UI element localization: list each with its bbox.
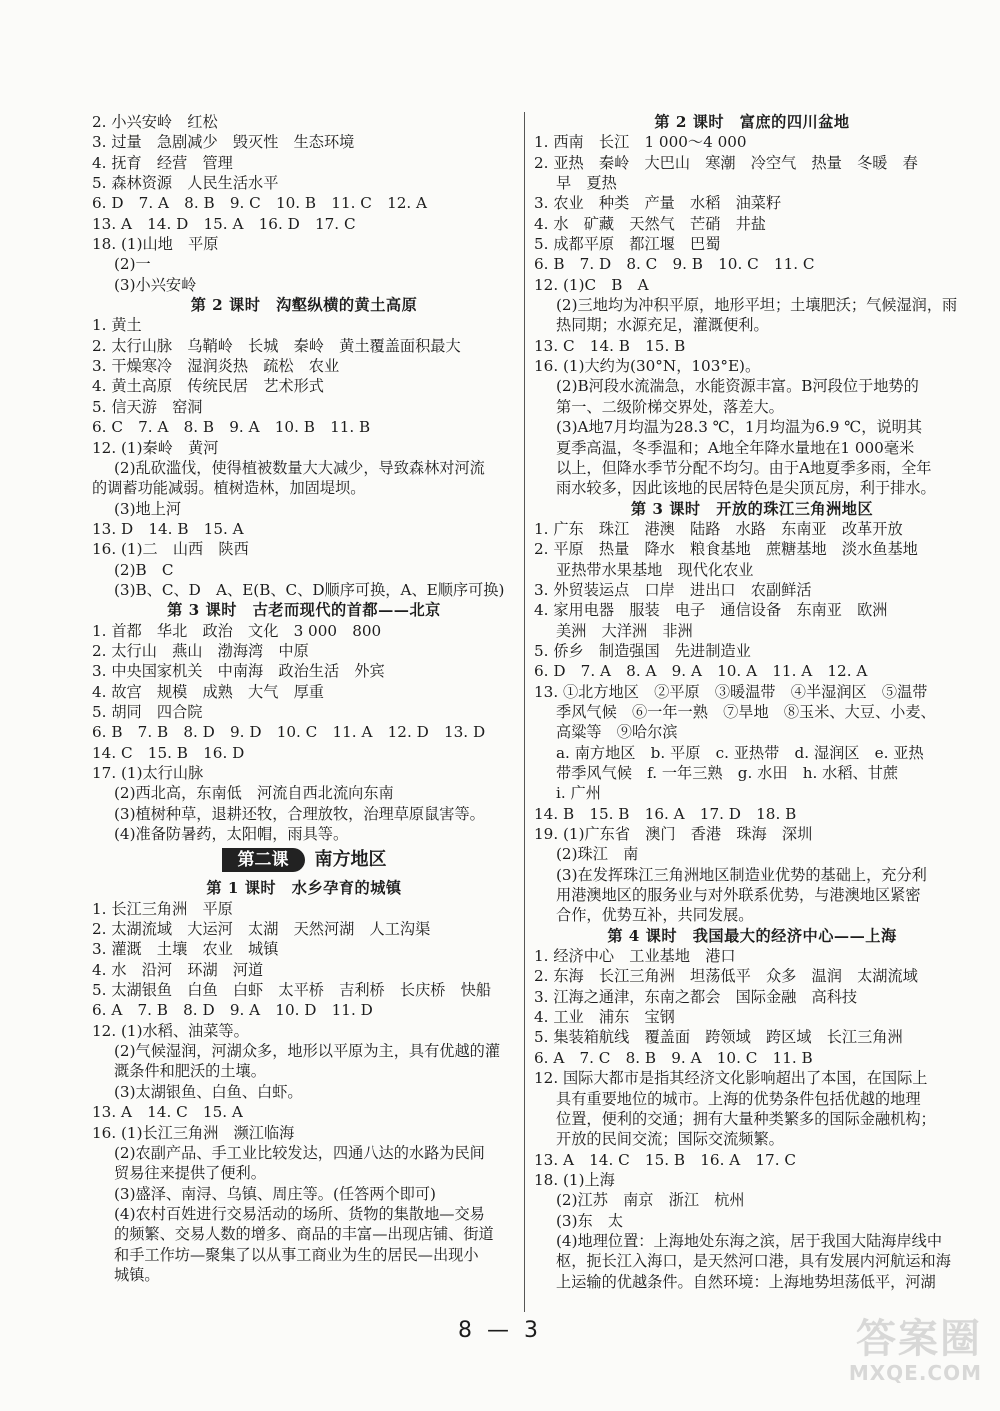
- answer-line: 美洲 大洋洲 非洲: [556, 621, 693, 640]
- answer-line: (3)东 太: [556, 1211, 624, 1230]
- unit-heading: [92, 848, 516, 878]
- answer-line: 3. 外贸装运点 口岸 进出口 农副鲜活: [534, 580, 812, 599]
- answer-line: 亚热带水果基地 现代化农业: [556, 560, 754, 579]
- answer-line: i. 广州: [556, 784, 601, 803]
- answer-line: 雨水较多，因此该地的民居特色是尖顶瓦房，利于排水。: [556, 479, 936, 498]
- answer-line: 4. 家用电器 服装 电子 通信设备 东南亚 欧洲: [534, 601, 888, 620]
- left-answer-column: [92, 112, 516, 1285]
- answer-line: 1. 广东 珠江 港澳 陆路 水路 东南亚 改革开放: [534, 519, 903, 538]
- unit-badge: 第二课: [222, 848, 305, 872]
- answer-line: 14. B 15. B 16. A 17. D 18. B: [534, 804, 797, 823]
- answer-line: 1. 黄土: [92, 316, 142, 335]
- section-heading: 第 3 课时 古老而现代的首都——北京: [167, 601, 441, 620]
- answer-line: 14. C 15. B 16. D: [92, 743, 245, 762]
- answer-line: 6. A 7. B 8. D 9. A 10. D 11. D: [92, 1001, 373, 1020]
- answer-line: (2)珠江 南: [556, 845, 639, 864]
- answer-line: 2. 平原 热量 降水 粮食基地 蔗糖基地 淡水鱼基地: [534, 540, 918, 559]
- answer-line: 上运输的优越条件。自然环境：上海地势坦荡低平，河湖: [556, 1272, 936, 1291]
- answer-line: 13. A 14. D 15. A 16. D 17. C: [92, 214, 356, 233]
- answer-line: 13. A 14. C 15. A: [92, 1103, 243, 1122]
- answer-line: 1. 西南 长江 1 000～4 000: [534, 133, 747, 152]
- answer-line: (2)三地均为冲积平原，地形平坦；土壤肥沃；气候湿润，雨: [556, 296, 958, 315]
- answer-line: 16. (1)二 山西 陕西: [92, 540, 249, 559]
- answer-line: 18. (1)山地 平原: [92, 235, 219, 254]
- answer-line: 1. 首都 华北 政治 文化 3 000 800: [92, 621, 382, 640]
- answer-line: 2. 太湖流域 大运河 太湖 天然河湖 人工沟渠: [92, 920, 431, 939]
- answer-line: 6. C 7. A 8. B 9. A 10. B 11. B: [92, 418, 371, 437]
- answer-line: 13. D 14. B 15. A: [92, 519, 244, 538]
- answer-line: 18. (1)上海: [534, 1170, 615, 1189]
- answer-line: 17. (1)太行山脉: [92, 764, 204, 782]
- answer-line: 3. 江海之通津，东南之都会 国际金融 高科技: [534, 987, 858, 1006]
- answer-line: a. 南方地区 b. 平原 c. 亚热带 d. 湿润区 e. 亚热: [556, 743, 924, 762]
- answer-line: 16. (1)长江三角洲 濒江临海: [92, 1123, 295, 1142]
- section-heading: 第 2 课时 富庶的四川盆地: [654, 113, 850, 131]
- answer-line: 5. 森林资源 人民生活水平: [92, 174, 279, 193]
- answer-line: (2)农副产品、手工业比较发达，四通八达的水路为民间: [114, 1143, 485, 1162]
- answer-line: 夏季高温，冬季温和；A地全年降水量地在1 000毫米: [556, 438, 915, 457]
- answer-line: 贸易往来提供了便利。: [114, 1164, 266, 1183]
- answer-line: (3)植树种草，退耕还牧，合理放牧，治理草原鼠害等。: [114, 804, 485, 823]
- answer-line: 高粱等 ⑨哈尔滨: [556, 723, 678, 742]
- section-heading: 第 4 课时 我国最大的经济中心——上海: [607, 926, 897, 945]
- watermark-logo: [812, 1317, 982, 1401]
- answer-line: 4. 黄土高原 传统民居 艺术形式: [92, 377, 324, 396]
- answer-line: 5. 胡同 四合院: [92, 702, 203, 721]
- answer-line: (3)A地7月均温为28.3 ℃，1月均温为6.9 ℃，说明其: [556, 418, 923, 437]
- answer-line: 4. 水 沿河 环湖 河道: [92, 960, 264, 979]
- answer-line: 4. 工业 浦东 宝钢: [534, 1008, 675, 1027]
- answer-line: (2)一: [114, 255, 151, 274]
- answer-line: 12. (1)水稻、油菜等。: [92, 1021, 249, 1040]
- answer-line: 12. (1)C B A: [534, 275, 649, 294]
- answer-line: 6. A 7. C 8. B 9. A 10. C 11. B: [534, 1048, 813, 1067]
- answer-line: 2. 亚热 秦岭 大巴山 寒潮 冷空气 热量 冬暖 春: [534, 153, 918, 172]
- watermark-text: 答案圈: [856, 1316, 982, 1362]
- answer-line: 带季风气候 f. 一年三熟 g. 水田 h. 水稻、甘蔗: [556, 764, 899, 782]
- answer-line: 1. 经济中心 工业基地 港口: [534, 947, 736, 966]
- answer-line: (2)乱砍滥伐，使得植被数量大大减少，导致森林对河流: [114, 458, 485, 477]
- answer-line: (4)地理位置：上海地处东海之滨，居于我国大陆海岸线中: [556, 1231, 943, 1250]
- answer-line: 开放的民间交流；国际交流频繁。: [556, 1130, 784, 1149]
- answer-line: 的调蓄功能减弱。植树造林，加固堤坝。: [92, 479, 366, 498]
- unit-title: 南方地区: [314, 849, 387, 871]
- answer-line: 6. B 7. B 8. D 9. D 10. C 11. A 12. D 13. D: [92, 723, 486, 742]
- answer-line: 6. D 7. A 8. A 9. A 10. A 11. A 12. A: [534, 662, 868, 681]
- answer-line: 城镇。: [114, 1265, 160, 1284]
- answer-line: 16. (1)大约为(30°N，103°E)。: [534, 357, 761, 376]
- answer-line: 3. 中央国家机关 中南海 政治生活 外宾: [92, 662, 385, 681]
- answer-line: 5. 集装箱航线 覆盖面 跨领域 跨区域 长江三角洲: [534, 1028, 903, 1047]
- answer-line: 枢，扼长江入海口，是天然河口港，具有发展内河航运和海: [556, 1252, 951, 1271]
- answer-line: 溉条件和肥沃的土壤。: [114, 1062, 266, 1081]
- watermark-url: MXQE.COM: [848, 1361, 982, 1385]
- answer-line: (3)太湖银鱼、白鱼、白虾。: [114, 1082, 303, 1101]
- answer-line: 热同期；水源充足，灌溉便利。: [556, 316, 769, 335]
- column-divider: [524, 112, 525, 1312]
- answer-line: 5. 成都平原 都江堰 巴蜀: [534, 235, 721, 254]
- answer-line: (2)西北高，东南低 河流自西北流向东南: [114, 784, 394, 803]
- answer-line: 具有重要地位的城市。上海的优势条件包括优越的地理: [556, 1089, 921, 1108]
- answer-line: 6. B 7. D 8. C 9. B 10. C 11. C: [534, 255, 815, 274]
- page-number: 8 — 3: [458, 1318, 542, 1343]
- section-heading: 第 3 课时 开放的珠江三角洲地区: [630, 499, 874, 518]
- answer-line: 用港澳地区的服务业与对外联系优势，与港澳地区紧密: [556, 886, 921, 905]
- answer-line: 和手工作坊—聚集了以从事工商业为生的居民—出现小: [114, 1245, 479, 1264]
- answer-line: (4)准备防暑药，太阳帽，雨具等。: [114, 825, 349, 844]
- answer-line: 4. 抚育 经营 管理: [92, 153, 233, 172]
- answer-line: (3)盛泽、南浔、乌镇、周庄等。(任答两个即可): [114, 1184, 436, 1203]
- answer-line: 早 夏热: [556, 174, 617, 193]
- answer-line: (3)B、C、D A、E(B、C、D顺序可换，A、E顺序可换): [114, 580, 505, 599]
- answer-line: 合作，优势互补，共同发展。: [556, 906, 754, 925]
- answer-line: 13. ①北方地区 ②平原 ③暖温带 ④半湿润区 ⑤温带: [534, 682, 928, 701]
- answer-line: (2)江苏 南京 浙江 杭州: [556, 1191, 745, 1210]
- answer-line: (3)地上河: [114, 499, 182, 518]
- answer-line: 5. 太湖银鱼 白鱼 白虾 太平桥 吉利桥 长庆桥 快船: [92, 981, 492, 1000]
- answer-line: 6. D 7. A 8. B 9. C 10. B 11. C 12. A: [92, 194, 428, 213]
- answer-line: 1. 长江三角洲 平原: [92, 899, 233, 918]
- answer-line: (3)在发挥珠江三角洲地区制造业优势的基础上，充分利: [556, 865, 927, 884]
- answer-line: 以上，但降水季节分配不均匀。由于A地夏季多雨，全年: [556, 458, 932, 477]
- answer-line: 19. (1)广东省 澳门 香港 珠海 深圳: [534, 825, 813, 844]
- answer-line: (2)B河段水流湍急，水能资源丰富。B河段位于地势的: [556, 377, 919, 396]
- answer-line: (2)B C: [114, 560, 174, 579]
- answer-line: 位置，便利的交通；拥有大量种类繁多的国际金融机构；: [556, 1109, 936, 1128]
- answer-line: 3. 干燥寒冷 湿润炎热 疏松 农业: [92, 357, 340, 376]
- right-answer-column: [534, 112, 970, 1292]
- answer-line: 12. 国际大都市是指其经济文化影响超出了本国，在国际上: [534, 1069, 928, 1088]
- answer-line: 2. 太行山 燕山 渤海湾 中原: [92, 641, 309, 660]
- answer-line: (3)小兴安岭: [114, 275, 197, 294]
- answer-line: 4. 水 矿藏 天然气 芒硝 井盐: [534, 214, 766, 233]
- answer-line: 5. 信天游 窑洞: [92, 397, 203, 416]
- answer-line: 4. 故宫 规模 成熟 大气 厚重: [92, 682, 324, 701]
- answer-line: 3. 农业 种类 产量 水稻 油菜籽: [534, 194, 782, 213]
- answer-line: 第一、二级阶梯交界处，落差大。: [556, 397, 784, 416]
- answer-line: 3. 过量 急剧减少 毁灭性 生态环境: [92, 133, 355, 152]
- answer-line: 季风气候 ⑥一年一熟 ⑦旱地 ⑧玉米、大豆、小麦、: [556, 702, 936, 721]
- answer-line: 13. A 14. C 15. B 16. A 17. C: [534, 1150, 796, 1169]
- answer-line: 3. 灌溉 土壤 农业 城镇: [92, 940, 279, 959]
- answer-line: 2. 太行山脉 乌鞘岭 长城 秦岭 黄土覆盖面积最大: [92, 336, 461, 355]
- answer-line: (4)农村百姓进行交易活动的场所、货物的集散地—交易: [114, 1204, 485, 1223]
- section-heading: 第 1 课时 水乡孕育的城镇: [206, 879, 402, 898]
- answer-line: 的频繁、交易人数的增多、商品的丰富—出现店铺、街道: [114, 1225, 494, 1244]
- answer-line: 2. 小兴安岭 红松: [92, 113, 218, 131]
- answer-line: 5. 侨乡 制造强国 先进制造业: [534, 641, 751, 660]
- answer-line: 12. (1)秦岭 黄河: [92, 438, 219, 457]
- section-heading: 第 2 课时 沟壑纵横的黄土高原: [190, 296, 418, 315]
- answer-line: (2)气候湿润，河湖众多，地形以平原为主，具有优越的灌: [114, 1042, 501, 1061]
- answer-line: 2. 东海 长江三角洲 坦荡低平 众多 温润 太湖流域: [534, 967, 918, 986]
- answer-line: 13. C 14. B 15. B: [534, 336, 686, 355]
